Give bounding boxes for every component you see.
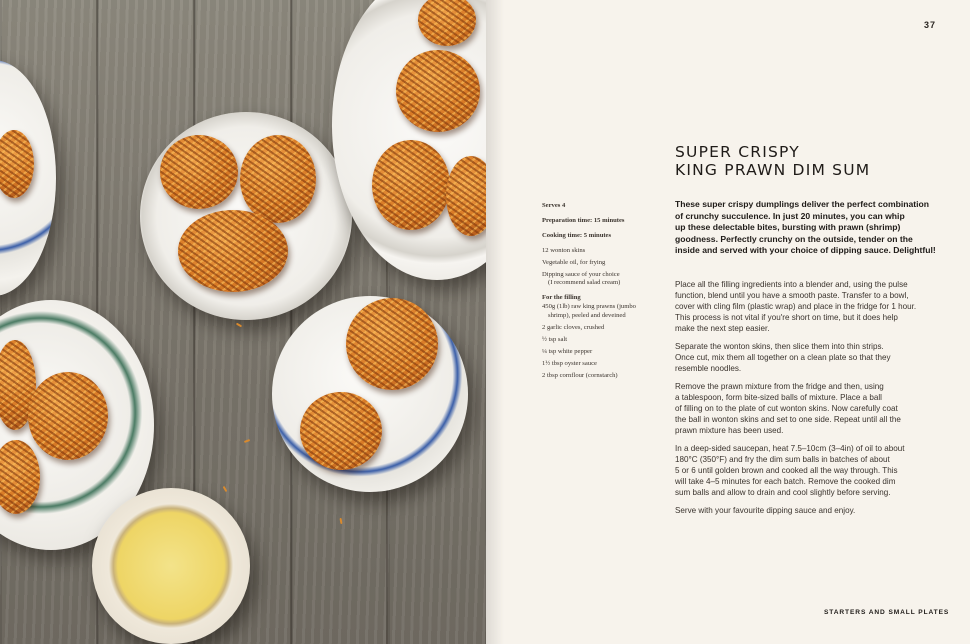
dim-sum-ball [178,210,288,292]
recipe-title [675,143,955,179]
method-line: a tablespoon, form bite-sized balls of mixture. Place a ball [675,393,882,403]
intro-line: inside and served with your choice of dipping sauce. Delightful! [675,245,936,256]
ingredient: (I recommend salad cream) [548,279,621,287]
method-line: 5 or 6 until golden brown and cooked all the way through. This [675,466,898,476]
dim-sum-ball [396,50,480,132]
filling-ingredient: 2 tbsp cornflour (cornstarch) [542,371,618,379]
dim-sum-ball [372,140,450,230]
method-line: In a deep-sided saucepan, heat 7.5–10cm (3–4in) of oil to about [675,444,905,454]
method-line: will take 4–5 minutes for each batch. Remove the cooked dim [675,477,896,486]
method-line: of filling on to the plate of cut wonton skins. Now carefully coat [675,404,898,414]
method-line: Once cut, mix them all together on a clean plate so that they [675,352,891,362]
preparation-time: Preparation time: 15 minutes [542,216,625,224]
method-step [675,342,945,375]
filling-heading: For the filling [542,294,581,302]
filling-ingredient: 2 garlic cloves, crushed [542,324,605,332]
ingredient: Dipping sauce of your choice [542,270,620,278]
method-line: Place all the filling ingredients into a blender and, using the pulse [675,280,908,289]
filling-ingredient: ¼ tsp white pepper [542,347,593,355]
serves: Serves 4 [542,202,566,209]
method-line: resemble noodles. [675,363,742,373]
method-line: the ball in wonton skins and set to one side. Repeat until all the [675,414,901,424]
recipe-intro [675,199,943,257]
dim-sum-ball [28,372,108,460]
filling-list [542,303,662,380]
method-step [675,444,945,499]
page-number: 37 [924,20,937,30]
dim-sum-ball [240,135,316,223]
method-steps [675,280,945,525]
method-line: sum balls and allow to drain and cool slightly before serving. [675,487,891,497]
method-line: 180°C (350°F) and fry the dim sum balls in batches of about [675,455,890,465]
ingredients-column [542,202,662,381]
dipping-sauce-bowl [92,488,250,644]
dim-sum-ball [160,135,238,209]
method-line: This process is not vital if you're short on time, but it does help [675,312,898,322]
ingredient: 12 wonton skins [542,246,586,254]
method-line: function, blend until you have a smooth paste. Transfer to a bowl, [675,290,909,300]
method-step [675,506,945,517]
method-line: cover with cling film (plastic wrap) and place in the fridge for 1 hour. [675,301,917,311]
section-footer: STARTERS AND SMALL PLATES [824,609,950,616]
intro-line: These super crispy dumplings deliver the perfect combination [675,199,930,209]
method-line: Remove the prawn mixture from the fridge and then, using [675,382,884,392]
filling-ingredient: ½ tsp salt [542,335,568,343]
filling-ingredient: shrimp), peeled and deveined [548,312,626,320]
method-line: Separate the wonton skins, then slice them into thin strips. [675,342,884,352]
method-line: prawn mixture has been used. [675,425,784,435]
method-step [675,280,945,335]
cooking-time: Cooking time: 5 minutes [542,231,612,239]
dim-sum-ball [346,298,438,390]
method-line: make the next step easier. [675,323,770,333]
dim-sum-ball [300,392,382,470]
intro-line: of crunchy succulence. In just 20 minutes, you can whip [675,210,905,221]
recipe-title-line: KING PRAWN DIM SUM [675,161,871,179]
ingredient: Vegetable oil, for frying [542,258,606,266]
method-line: Serve with your favourite dipping sauce and enjoy. [675,506,856,516]
intro-line: goodness. Perfectly crunchy on the outside, tender on the [675,233,913,244]
intro-line: up these delectable bites, bursting with prawn (shrimp) [675,222,901,233]
ingredient-list [542,247,662,289]
method-step [675,382,945,437]
filling-ingredient: 1½ tbsp oyster sauce [542,359,597,367]
recipe-title-line: SUPER CRISPY [675,143,800,161]
filling-ingredient: 450g (1lb) raw king prawns (jumbo [542,303,636,311]
book-gutter [486,0,504,644]
